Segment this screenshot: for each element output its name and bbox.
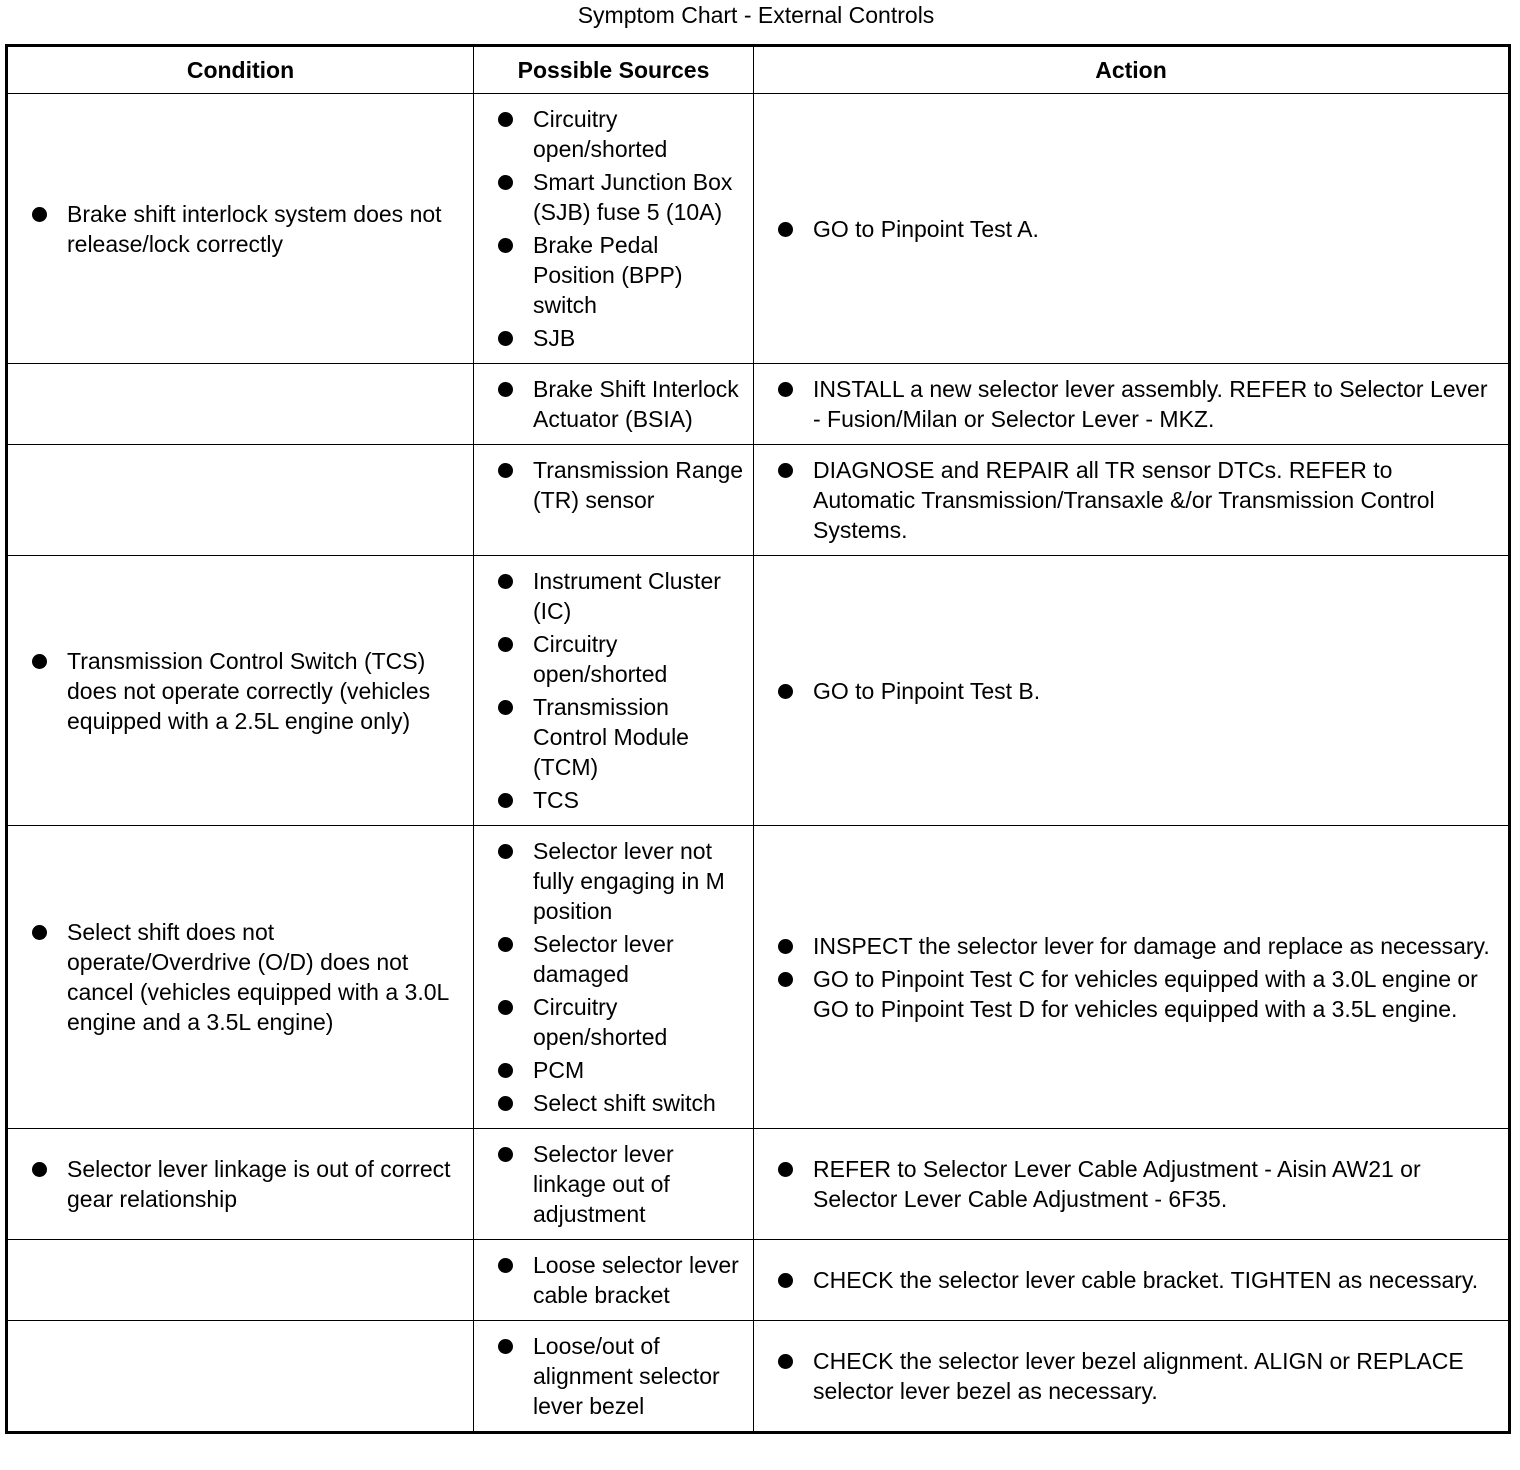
bullet-icon bbox=[778, 463, 793, 478]
source-item: Selector lever not fully engaging in M position bbox=[533, 838, 725, 924]
list-item bbox=[778, 676, 1496, 706]
possible-sources-cell bbox=[474, 364, 754, 445]
list-item bbox=[498, 992, 745, 1052]
bullet-list bbox=[778, 214, 1496, 244]
list-item bbox=[778, 964, 1496, 1024]
condition-item: Selector lever linkage is out of correct gear relationship bbox=[67, 1156, 451, 1212]
possible-sources-cell bbox=[474, 556, 754, 826]
list-item bbox=[32, 917, 461, 1037]
source-item: Selector lever linkage out of adjustment bbox=[533, 1141, 674, 1227]
source-item: PCM bbox=[533, 1057, 585, 1083]
source-item: Loose/out of alignment selector lever bezel bbox=[533, 1333, 720, 1419]
list-item bbox=[498, 1139, 745, 1229]
bullet-list bbox=[778, 455, 1496, 545]
list-item bbox=[778, 1265, 1496, 1295]
bullet-icon bbox=[778, 1273, 793, 1288]
bullet-list bbox=[778, 374, 1496, 434]
action-item: DIAGNOSE and REPAIR all TR sensor DTCs. REFER to Automatic Transmission/Transaxle &/or Transmission Control Systems. bbox=[813, 457, 1435, 543]
action-item: GO to Pinpoint Test B. bbox=[813, 677, 1041, 704]
list-item bbox=[778, 374, 1496, 434]
action-cell bbox=[754, 556, 1510, 826]
table-row bbox=[7, 1240, 1510, 1321]
bullet-list bbox=[32, 1154, 461, 1214]
source-item: Circuitry open/shorted bbox=[533, 994, 668, 1050]
source-item: Circuitry open/shorted bbox=[533, 631, 668, 687]
list-item bbox=[778, 455, 1496, 545]
bullet-icon bbox=[32, 654, 47, 669]
bullet-icon bbox=[498, 175, 513, 190]
action-item: REFER to Selector Lever Cable Adjustment - Aisin AW21 or Selector Lever Cable Adjustment - 6F35. bbox=[813, 1156, 1421, 1212]
bullet-icon bbox=[778, 222, 793, 237]
action-cell bbox=[754, 1240, 1510, 1321]
table-row bbox=[7, 445, 1510, 556]
bullet-icon bbox=[498, 382, 513, 397]
source-item: Transmission Range (TR) sensor bbox=[533, 457, 744, 513]
table-row bbox=[7, 1129, 1510, 1240]
list-item bbox=[498, 104, 745, 164]
action-cell bbox=[754, 364, 1510, 445]
bullet-list bbox=[498, 1331, 745, 1421]
source-item: Transmission Control Module (TCM) bbox=[533, 694, 689, 780]
list-item bbox=[498, 1088, 745, 1118]
bullet-icon bbox=[32, 207, 47, 222]
bullet-list bbox=[32, 199, 461, 259]
bullet-icon bbox=[778, 382, 793, 397]
source-item: SJB bbox=[533, 325, 576, 351]
list-item bbox=[498, 1331, 745, 1421]
list-item bbox=[498, 323, 745, 353]
bullet-icon bbox=[498, 463, 513, 478]
condition-cell bbox=[7, 1240, 474, 1321]
action-item: GO to Pinpoint Test C for vehicles equipped with a 3.0L engine or GO to Pinpoint Test D for vehicles equipped with a 3.5L engine. bbox=[813, 965, 1478, 1022]
bullet-icon bbox=[32, 925, 47, 940]
bullet-list bbox=[778, 1346, 1496, 1406]
source-item: Select shift switch bbox=[533, 1090, 716, 1116]
possible-sources-cell bbox=[474, 94, 754, 364]
possible-sources-cell bbox=[474, 1321, 754, 1433]
bullet-icon bbox=[498, 637, 513, 652]
bullet-icon bbox=[778, 1162, 793, 1177]
bullet-list bbox=[498, 836, 745, 1118]
bullet-icon bbox=[498, 331, 513, 346]
list-item bbox=[498, 629, 745, 689]
list-item bbox=[498, 167, 745, 227]
source-item: Brake Pedal Position (BPP) switch bbox=[533, 232, 683, 318]
column-header-action: Action bbox=[754, 46, 1510, 94]
possible-sources-cell bbox=[474, 826, 754, 1129]
bullet-icon bbox=[498, 112, 513, 127]
condition-cell bbox=[7, 556, 474, 826]
source-item: Smart Junction Box (SJB) fuse 5 (10A) bbox=[533, 169, 733, 225]
source-item: Selector lever damaged bbox=[533, 931, 674, 987]
source-item: Loose selector lever cable bracket bbox=[533, 1252, 739, 1308]
possible-sources-cell bbox=[474, 1129, 754, 1240]
bullet-icon bbox=[778, 1354, 793, 1369]
bullet-icon bbox=[498, 844, 513, 859]
possible-sources-cell bbox=[474, 1240, 754, 1321]
list-item bbox=[32, 1154, 461, 1214]
bullet-list bbox=[498, 455, 745, 515]
action-item: GO to Pinpoint Test A. bbox=[813, 215, 1039, 242]
bullet-icon bbox=[498, 238, 513, 253]
bullet-icon bbox=[498, 1258, 513, 1273]
condition-item: Transmission Control Switch (TCS) does not operate correctly (vehicles equipped with a 2.5L engine only) bbox=[67, 647, 431, 734]
bullet-icon bbox=[498, 1063, 513, 1078]
bullet-icon bbox=[778, 972, 793, 987]
action-item: INSPECT the selector lever for damage and replace as necessary. bbox=[813, 932, 1490, 959]
list-item bbox=[498, 836, 745, 926]
list-item bbox=[498, 566, 745, 626]
source-item: TCS bbox=[533, 787, 579, 813]
source-item: Instrument Cluster (IC) bbox=[533, 568, 721, 624]
list-item bbox=[498, 785, 745, 815]
bullet-icon bbox=[498, 1147, 513, 1162]
condition-cell bbox=[7, 1129, 474, 1240]
condition-cell bbox=[7, 1321, 474, 1433]
bullet-list bbox=[778, 676, 1496, 706]
list-item bbox=[498, 230, 745, 320]
list-item bbox=[778, 1154, 1496, 1214]
condition-cell bbox=[7, 445, 474, 556]
bullet-list bbox=[498, 374, 745, 434]
bullet-list bbox=[778, 1265, 1496, 1295]
bullet-list bbox=[498, 1139, 745, 1229]
action-item: CHECK the selector lever cable bracket. TIGHTEN as necessary. bbox=[813, 1267, 1479, 1293]
list-item bbox=[498, 374, 745, 434]
bullet-list bbox=[498, 1250, 745, 1310]
condition-cell bbox=[7, 94, 474, 364]
bullet-icon bbox=[498, 937, 513, 952]
action-item: INSTALL a new selector lever assembly. REFER to Selector Lever - Fusion/Milan or Selector Lever - MKZ. bbox=[813, 376, 1488, 432]
bullet-icon bbox=[778, 684, 793, 699]
list-item bbox=[32, 646, 461, 736]
condition-cell bbox=[7, 364, 474, 445]
list-item bbox=[778, 1346, 1496, 1406]
action-item: CHECK the selector lever bezel alignment. ALIGN or REPLACE selector lever bezel as necessary. bbox=[813, 1348, 1464, 1404]
table-row bbox=[7, 364, 1510, 445]
condition-item: Select shift does not operate/Overdrive (O/D) does not cancel (vehicles equipped with a 3.0L engine and a 3.5L engine) bbox=[67, 919, 449, 1035]
bullet-list bbox=[778, 1154, 1496, 1214]
bullet-icon bbox=[498, 1000, 513, 1015]
bullet-icon bbox=[32, 1162, 47, 1177]
action-cell bbox=[754, 826, 1510, 1129]
condition-cell bbox=[7, 826, 474, 1129]
bullet-list bbox=[32, 917, 461, 1037]
bullet-icon bbox=[498, 793, 513, 808]
list-item bbox=[498, 692, 745, 782]
symptom-chart-table bbox=[5, 44, 1511, 1434]
action-cell bbox=[754, 1321, 1510, 1433]
action-cell bbox=[754, 445, 1510, 556]
bullet-icon bbox=[498, 1339, 513, 1354]
bullet-list bbox=[498, 566, 745, 815]
table-row bbox=[7, 94, 1510, 364]
column-header-condition: Condition bbox=[7, 46, 474, 94]
list-item bbox=[498, 929, 745, 989]
table-row bbox=[7, 556, 1510, 826]
table-row bbox=[7, 826, 1510, 1129]
bullet-icon bbox=[498, 1096, 513, 1111]
bullet-icon bbox=[498, 700, 513, 715]
bullet-icon bbox=[778, 939, 793, 954]
header-row bbox=[7, 46, 1510, 94]
list-item bbox=[778, 214, 1496, 244]
condition-item: Brake shift interlock system does not release/lock correctly bbox=[67, 200, 442, 257]
list-item bbox=[778, 931, 1496, 961]
list-item bbox=[32, 199, 461, 259]
source-item: Brake Shift Interlock Actuator (BSIA) bbox=[533, 376, 739, 432]
action-cell bbox=[754, 94, 1510, 364]
bullet-list bbox=[32, 646, 461, 736]
list-item bbox=[498, 1250, 745, 1310]
list-item bbox=[498, 455, 745, 515]
action-cell bbox=[754, 1129, 1510, 1240]
possible-sources-cell bbox=[474, 445, 754, 556]
table-row bbox=[7, 1321, 1510, 1433]
bullet-icon bbox=[498, 574, 513, 589]
source-item: Circuitry open/shorted bbox=[533, 106, 668, 162]
column-header-possible-sources: Possible Sources bbox=[474, 46, 754, 94]
list-item bbox=[498, 1055, 745, 1085]
page-title: Symptom Chart - External Controls bbox=[577, 2, 935, 28]
bullet-list bbox=[778, 931, 1496, 1024]
bullet-list bbox=[498, 104, 745, 353]
